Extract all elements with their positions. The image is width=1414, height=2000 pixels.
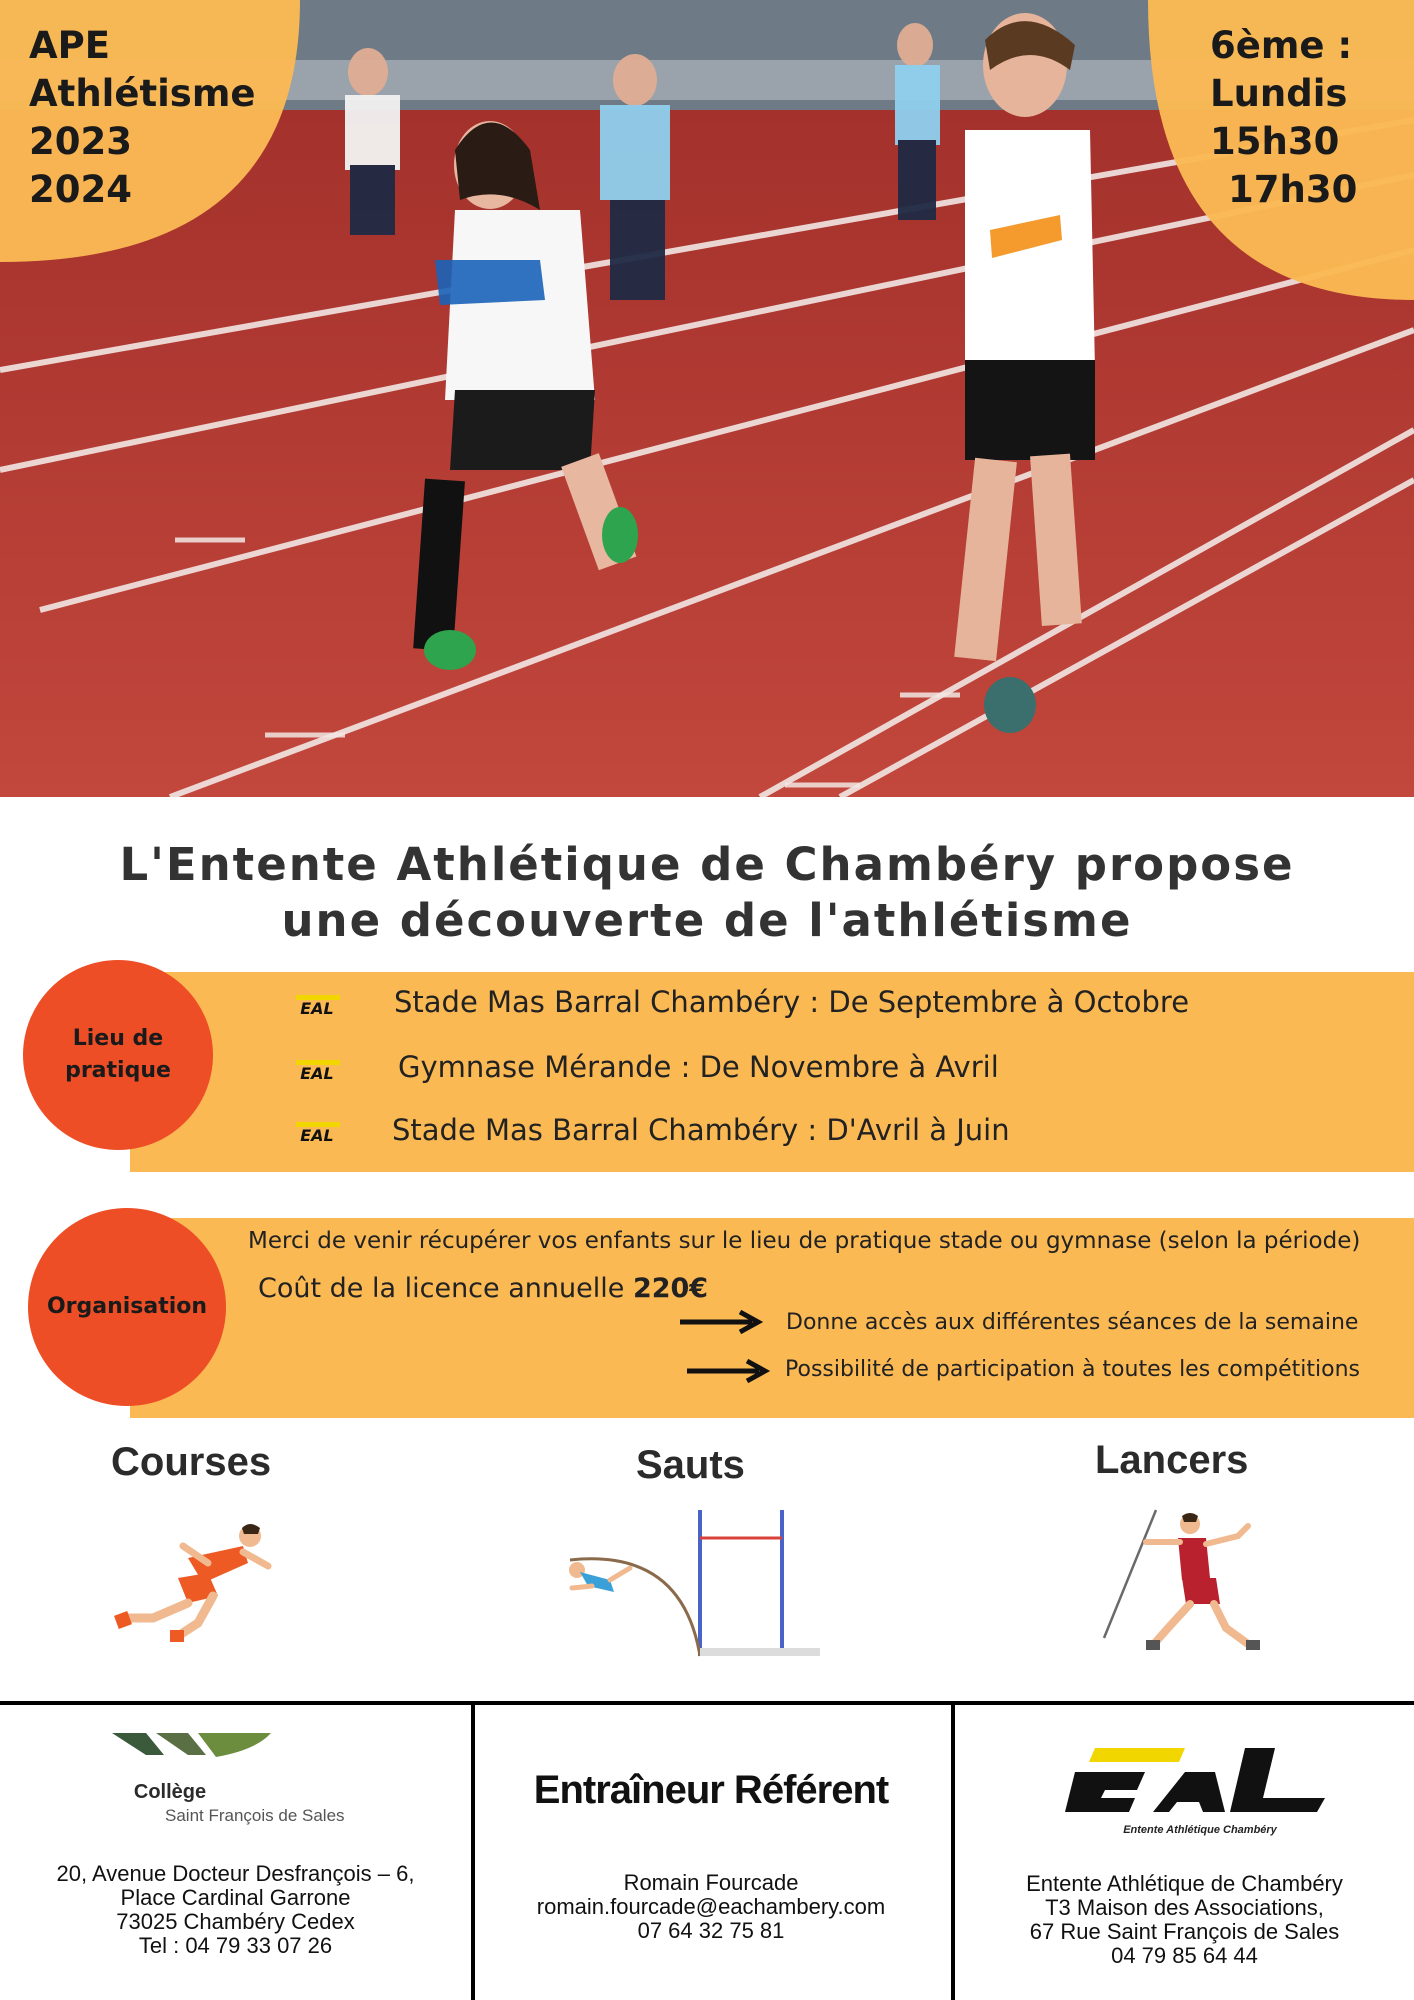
lieu-item: Stade Mas Barral Chambéry : De Septembre à Octobre xyxy=(394,985,1190,1019)
svg-text:EAL: EAL xyxy=(300,1064,334,1083)
coach-title: Entraîneur Référent xyxy=(533,1768,889,1812)
eal-logo-tagline: Entente Athlétique Chambéry xyxy=(1123,1824,1277,1836)
lieu-circle-label: Lieu de xyxy=(72,1026,164,1051)
corner-right-text xyxy=(1210,22,1357,214)
cost-line xyxy=(258,1273,708,1304)
college-logo-subtitle: Saint François de Sales xyxy=(165,1806,345,1825)
coach-name: Romain Fourcade xyxy=(623,1870,799,1895)
footer-column-divider xyxy=(471,1703,475,2000)
coach-contact xyxy=(471,1871,951,1943)
benefit-item: Donne accès aux différentes séances de la semaine xyxy=(786,1310,1359,1335)
corner-left-line: APE xyxy=(29,24,111,67)
college-address-line: 73025 Chambéry Cedex xyxy=(116,1909,355,1934)
corner-right-line: 15h30 xyxy=(1210,120,1340,163)
discipline-title-courses: Courses xyxy=(111,1440,272,1484)
eal-logo-icon xyxy=(1065,1742,1335,1822)
footer-divider xyxy=(0,1701,1414,1705)
headline-line-1: L'Entente Athlétique de Chambéry propose xyxy=(119,838,1295,891)
college-address xyxy=(0,1862,471,1958)
cost-label: Coût de la licence annuelle xyxy=(258,1273,625,1304)
eal-logo-icon xyxy=(282,1058,352,1084)
coach-phone[interactable]: 07 64 32 75 81 xyxy=(637,1918,785,1943)
club-address-line: 67 Rue Saint François de Sales xyxy=(1029,1919,1340,1944)
arrow-right-icon xyxy=(685,1357,771,1385)
lieu-item: Gymnase Mérande : De Novembre à Avril xyxy=(398,1050,999,1084)
javelin-illustration-icon xyxy=(1098,1508,1268,1658)
club-address xyxy=(955,1872,1414,1968)
coach-email[interactable]: romain.fourcade@eachambery.com xyxy=(536,1894,886,1919)
cost-value: 220€ xyxy=(632,1273,709,1304)
arrow-right-icon xyxy=(678,1308,764,1336)
pickup-note: Merci de venir récupérer vos enfants sur le lieu de pratique stade ou gymnase (selon la période) xyxy=(248,1228,1361,1254)
club-address-line: 04 79 85 64 44 xyxy=(1111,1943,1258,1968)
college-logo-icon xyxy=(106,1725,276,1765)
corner-left-line: 2024 xyxy=(29,168,132,211)
corner-right-line: 6ème : xyxy=(1210,24,1353,67)
lieu-circle-label: pratique xyxy=(65,1058,171,1083)
discipline-title-sauts: Sauts xyxy=(636,1443,745,1487)
college-logo-name: Collège xyxy=(133,1781,207,1803)
club-address-line: Entente Athlétique de Chambéry xyxy=(1026,1871,1343,1896)
eal-logo-icon xyxy=(282,1120,352,1146)
club-address-line: T3 Maison des Associations, xyxy=(1045,1895,1324,1920)
organisation-circle-label: Organisation xyxy=(46,1294,208,1319)
discipline-title-lancers: Lancers xyxy=(1095,1438,1249,1482)
eal-logo-icon xyxy=(282,993,352,1019)
pole-vault-illustration-icon xyxy=(552,1508,822,1658)
college-address-line: Tel : 04 79 33 07 26 xyxy=(138,1933,333,1958)
svg-text:EAL: EAL xyxy=(300,1126,334,1145)
headline-line-2: une découverte de l'athlétisme xyxy=(281,894,1133,947)
college-address-line: Place Cardinal Garrone xyxy=(120,1885,351,1910)
corner-left-text xyxy=(29,22,255,214)
runner-illustration-icon xyxy=(108,1518,278,1648)
corner-right-line: Lundis xyxy=(1210,72,1348,115)
organisation-circle xyxy=(28,1208,226,1406)
corner-left-line: Athlétisme xyxy=(29,72,256,115)
svg-text:EAL: EAL xyxy=(300,999,334,1018)
corner-left-line: 2023 xyxy=(29,120,132,163)
lieu-circle xyxy=(23,960,213,1150)
lieu-item: Stade Mas Barral Chambéry : D'Avril à Juin xyxy=(392,1113,1010,1147)
college-address-line: 20, Avenue Docteur Desfrançois – 6, xyxy=(56,1861,415,1886)
corner-right-line: 17h30 xyxy=(1228,168,1358,211)
benefit-item: Possibilité de participation à toutes les compétitions xyxy=(785,1357,1360,1382)
